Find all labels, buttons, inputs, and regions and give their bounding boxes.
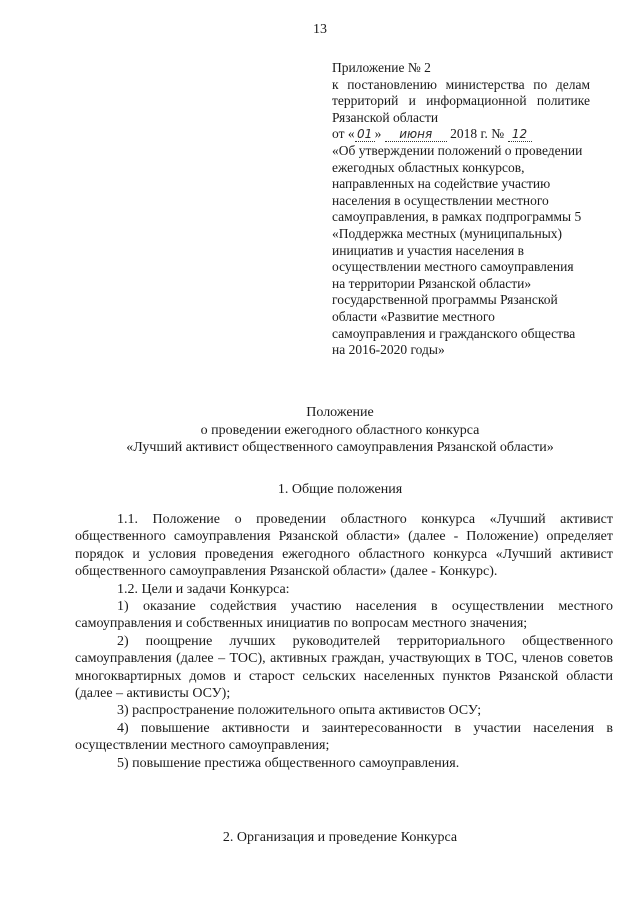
handwritten-number: 12 xyxy=(508,128,532,142)
appendix-line: области «Развитие местного xyxy=(332,308,495,324)
appendix-line: «Поддержка местных (муниципальных) xyxy=(332,225,563,241)
section-heading: 1. Общие положения xyxy=(277,482,403,497)
appendix-line: территорий и информационной политике xyxy=(332,93,590,109)
appendix-line: «Об утверждении положений о проведении xyxy=(332,142,583,158)
paragraph: 1.1. Положение о проведении областного конкурса «Лучший активист общественного самоуправления Рязанской области» (далее - Положение) определяет порядок и условия проведения ежегодного областного конкурса «Лучший активист общественного самоуправления Рязанской области» (далее - Конкурс). xyxy=(75,512,613,580)
title-line: о проведении ежегодного областного конкурса xyxy=(200,422,480,438)
page-number: 13 xyxy=(313,22,327,37)
appendix-header xyxy=(332,60,590,359)
appendix-line: направленных на содействие участию xyxy=(332,176,551,192)
appendix-title: Приложение № 2 xyxy=(332,60,431,75)
appendix-line: государственной программы Рязанской xyxy=(332,292,558,308)
list-item: 4) повышение активности и заинтересованности в участии населения в осуществлении местного самоуправления; xyxy=(75,720,613,754)
appendix-date-line xyxy=(332,126,590,143)
date-prefix: от « xyxy=(332,126,355,142)
appendix-line: на 2016-2020 годы» xyxy=(332,342,445,358)
date-year: 2018 г. № xyxy=(446,126,508,142)
document-body xyxy=(75,511,613,772)
title-line: «Лучший активист общественного самоуправления Рязанской области» xyxy=(126,440,554,455)
section-heading: 2. Организация и проведение Конкурса xyxy=(222,830,458,845)
appendix-line: ежегодных областных конкурсов, xyxy=(332,159,525,175)
document-title xyxy=(60,404,620,457)
list-item: 5) повышение престижа общественного самоуправления. xyxy=(117,755,460,771)
handwritten-month: июня xyxy=(385,128,447,142)
appendix-line: осуществлении местного самоуправления xyxy=(332,259,574,275)
appendix-line: населения в осуществлении местного xyxy=(332,192,549,208)
title-line: Положение xyxy=(306,405,374,420)
appendix-line: самоуправления, в рамках подпрограммы 5 xyxy=(332,209,582,225)
appendix-line: самоуправления и гражданского общества xyxy=(332,325,576,341)
appendix-line: Рязанской области xyxy=(332,109,439,125)
paragraph: 1.2. Цели и задачи Конкурса: xyxy=(117,581,290,597)
handwritten-day: 01 xyxy=(355,128,375,142)
list-item: 1) оказание содействия участию населения в осуществлении местного самоуправления и собственных инициатив по вопросам местного значения; xyxy=(75,599,613,632)
appendix-line: к постановлению министерства по делам xyxy=(332,76,590,92)
list-item: 2) поощрение лучших руководителей территориального общественного самоуправления (далее – ТОС), активных граждан, участвующих в ТОС, членов советов многоквартирных домов и старост сельских населенных пунктов Рязанской области (далее – активисты ОСУ); xyxy=(75,633,613,702)
list-item: 3) распространение положительного опыта активистов ОСУ; xyxy=(117,703,482,719)
appendix-line: на территории Рязанской области» xyxy=(332,275,532,291)
appendix-line: инициатив и участия населения в xyxy=(332,242,524,258)
date-mid: » xyxy=(374,126,385,142)
